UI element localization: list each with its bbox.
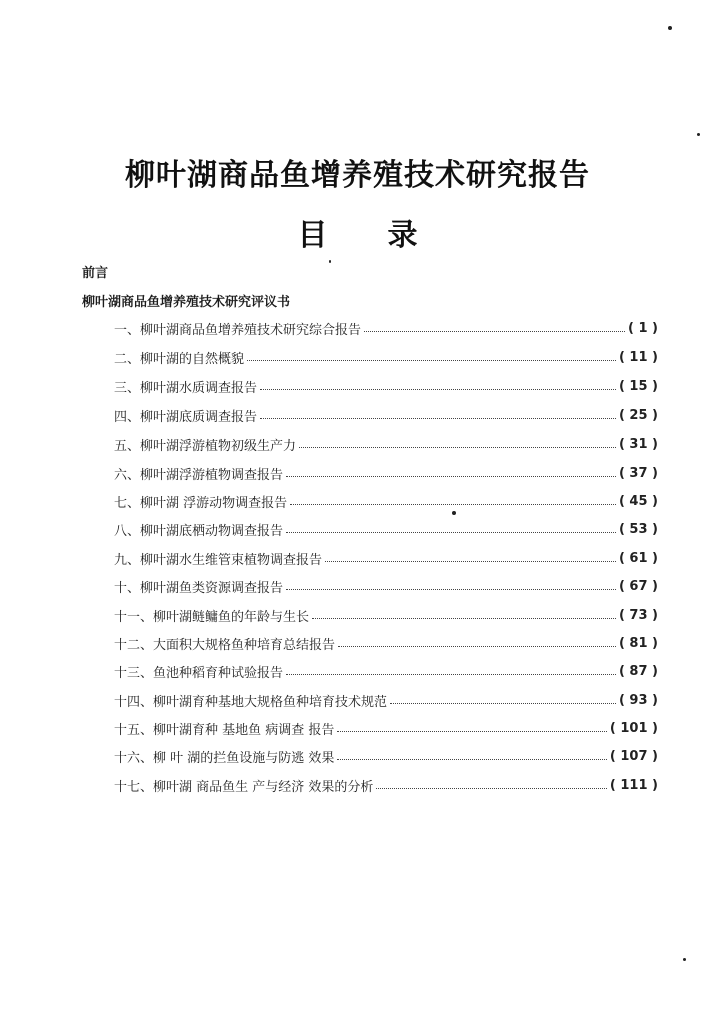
toc-entry-title: 八、柳叶湖底栖动物调查报告 <box>114 523 284 539</box>
scan-speck <box>329 260 331 263</box>
leader-dots <box>286 589 616 590</box>
toc-entry-page: ( 15 ) <box>618 378 658 394</box>
toc-entry <box>114 633 658 653</box>
front-matter-review: 柳叶湖商品鱼增养殖技术研究评议书 <box>82 295 291 310</box>
toc-entry <box>114 434 658 454</box>
toc-entry-page: ( 45 ) <box>618 493 658 509</box>
toc-entry <box>114 605 658 625</box>
toc-entry-page: ( 107 ) <box>609 748 658 764</box>
toc-entry-title: 十七、柳叶湖 商品鱼生 产与经济 效果的分析 <box>114 779 374 795</box>
toc-entry-title: 十、柳叶湖鱼类资源调查报告 <box>114 580 284 596</box>
toc-entry <box>114 463 658 483</box>
toc-entry <box>114 405 658 425</box>
leader-dots <box>337 731 607 732</box>
toc-entry-page: ( 11 ) <box>618 349 658 365</box>
toc-entry-page: ( 31 ) <box>618 436 658 452</box>
toc-entry-title: 十四、柳叶湖育种基地大规格鱼种培育技术规范 <box>114 694 388 710</box>
leader-dots <box>325 561 616 562</box>
toc-entry <box>114 661 658 681</box>
toc-entry <box>114 548 658 568</box>
toc-entry <box>114 519 658 539</box>
toc-entry <box>114 718 658 738</box>
toc-entry-title: 十六、柳 叶 湖的拦鱼设施与防逃 效果 <box>114 750 335 766</box>
toc-entry <box>114 746 658 766</box>
scan-speck <box>683 958 686 961</box>
toc-entry <box>114 318 658 338</box>
toc-entry <box>114 690 658 710</box>
toc-entry-title: 二、柳叶湖的自然概貌 <box>114 351 245 367</box>
leader-dots <box>376 788 607 789</box>
leader-dots <box>260 389 616 390</box>
toc-entry-page: ( 37 ) <box>618 465 658 481</box>
toc-entry-page: ( 101 ) <box>609 720 658 736</box>
toc-entry-title: 十五、柳叶湖育种 基地鱼 病调查 报告 <box>114 722 335 738</box>
toc-entry <box>114 491 658 511</box>
leader-dots <box>247 360 616 361</box>
toc-entry <box>114 775 658 795</box>
toc-entry-page: ( 111 ) <box>609 777 658 793</box>
toc-entry-title: 四、柳叶湖底质调查报告 <box>114 409 258 425</box>
toc-entry-title: 六、柳叶湖浮游植物调查报告 <box>114 467 284 483</box>
toc-entry-page: ( 53 ) <box>618 521 658 537</box>
toc-entry-title: 三、柳叶湖水质调查报告 <box>114 380 258 396</box>
leader-dots <box>390 703 616 704</box>
leader-dots <box>290 504 616 505</box>
toc-entry-page: ( 61 ) <box>618 550 658 566</box>
leader-dots <box>260 418 616 419</box>
scan-speck <box>668 26 672 30</box>
leader-dots <box>337 759 607 760</box>
toc-entry-page: ( 73 ) <box>618 607 658 623</box>
leader-dots <box>286 532 616 533</box>
toc-entry-page: ( 93 ) <box>618 692 658 708</box>
toc-entry-title: 七、柳叶湖 浮游动物调查报告 <box>114 495 288 511</box>
toc-entry-page: ( 81 ) <box>618 635 658 651</box>
leader-dots <box>286 674 616 675</box>
toc-entry-title: 十三、鱼池种稻育种试验报告 <box>114 665 284 681</box>
toc-entry <box>114 576 658 596</box>
document-title: 柳叶湖商品鱼增养殖技术研究报告 <box>125 158 590 193</box>
front-matter-preface: 前言 <box>82 266 109 281</box>
toc-entry-title: 九、柳叶湖水生维管束植物调查报告 <box>114 552 323 568</box>
leader-dots <box>338 646 616 647</box>
leader-dots <box>364 331 625 332</box>
leader-dots <box>286 476 616 477</box>
toc-entry-page: ( 25 ) <box>618 407 658 423</box>
scan-speck <box>452 511 456 515</box>
toc-entry-title: 十一、柳叶湖鲢鳙鱼的年龄与生长 <box>114 609 310 625</box>
leader-dots <box>299 447 616 448</box>
toc-entry-page: ( 87 ) <box>618 663 658 679</box>
toc-entry-title: 十二、大面积大规格鱼种培育总结报告 <box>114 637 336 653</box>
leader-dots <box>312 618 616 619</box>
toc-entry-title: 一、柳叶湖商品鱼增养殖技术研究综合报告 <box>114 322 362 338</box>
toc-entry <box>114 347 658 367</box>
scan-speck <box>697 133 700 136</box>
toc-entry <box>114 376 658 396</box>
toc-entry-title: 五、柳叶湖浮游植物初级生产力 <box>114 438 297 454</box>
toc-entry-page: ( 1 ) <box>628 320 658 336</box>
toc-heading: 目录 <box>297 218 478 253</box>
toc-entry-page: ( 67 ) <box>618 578 658 594</box>
